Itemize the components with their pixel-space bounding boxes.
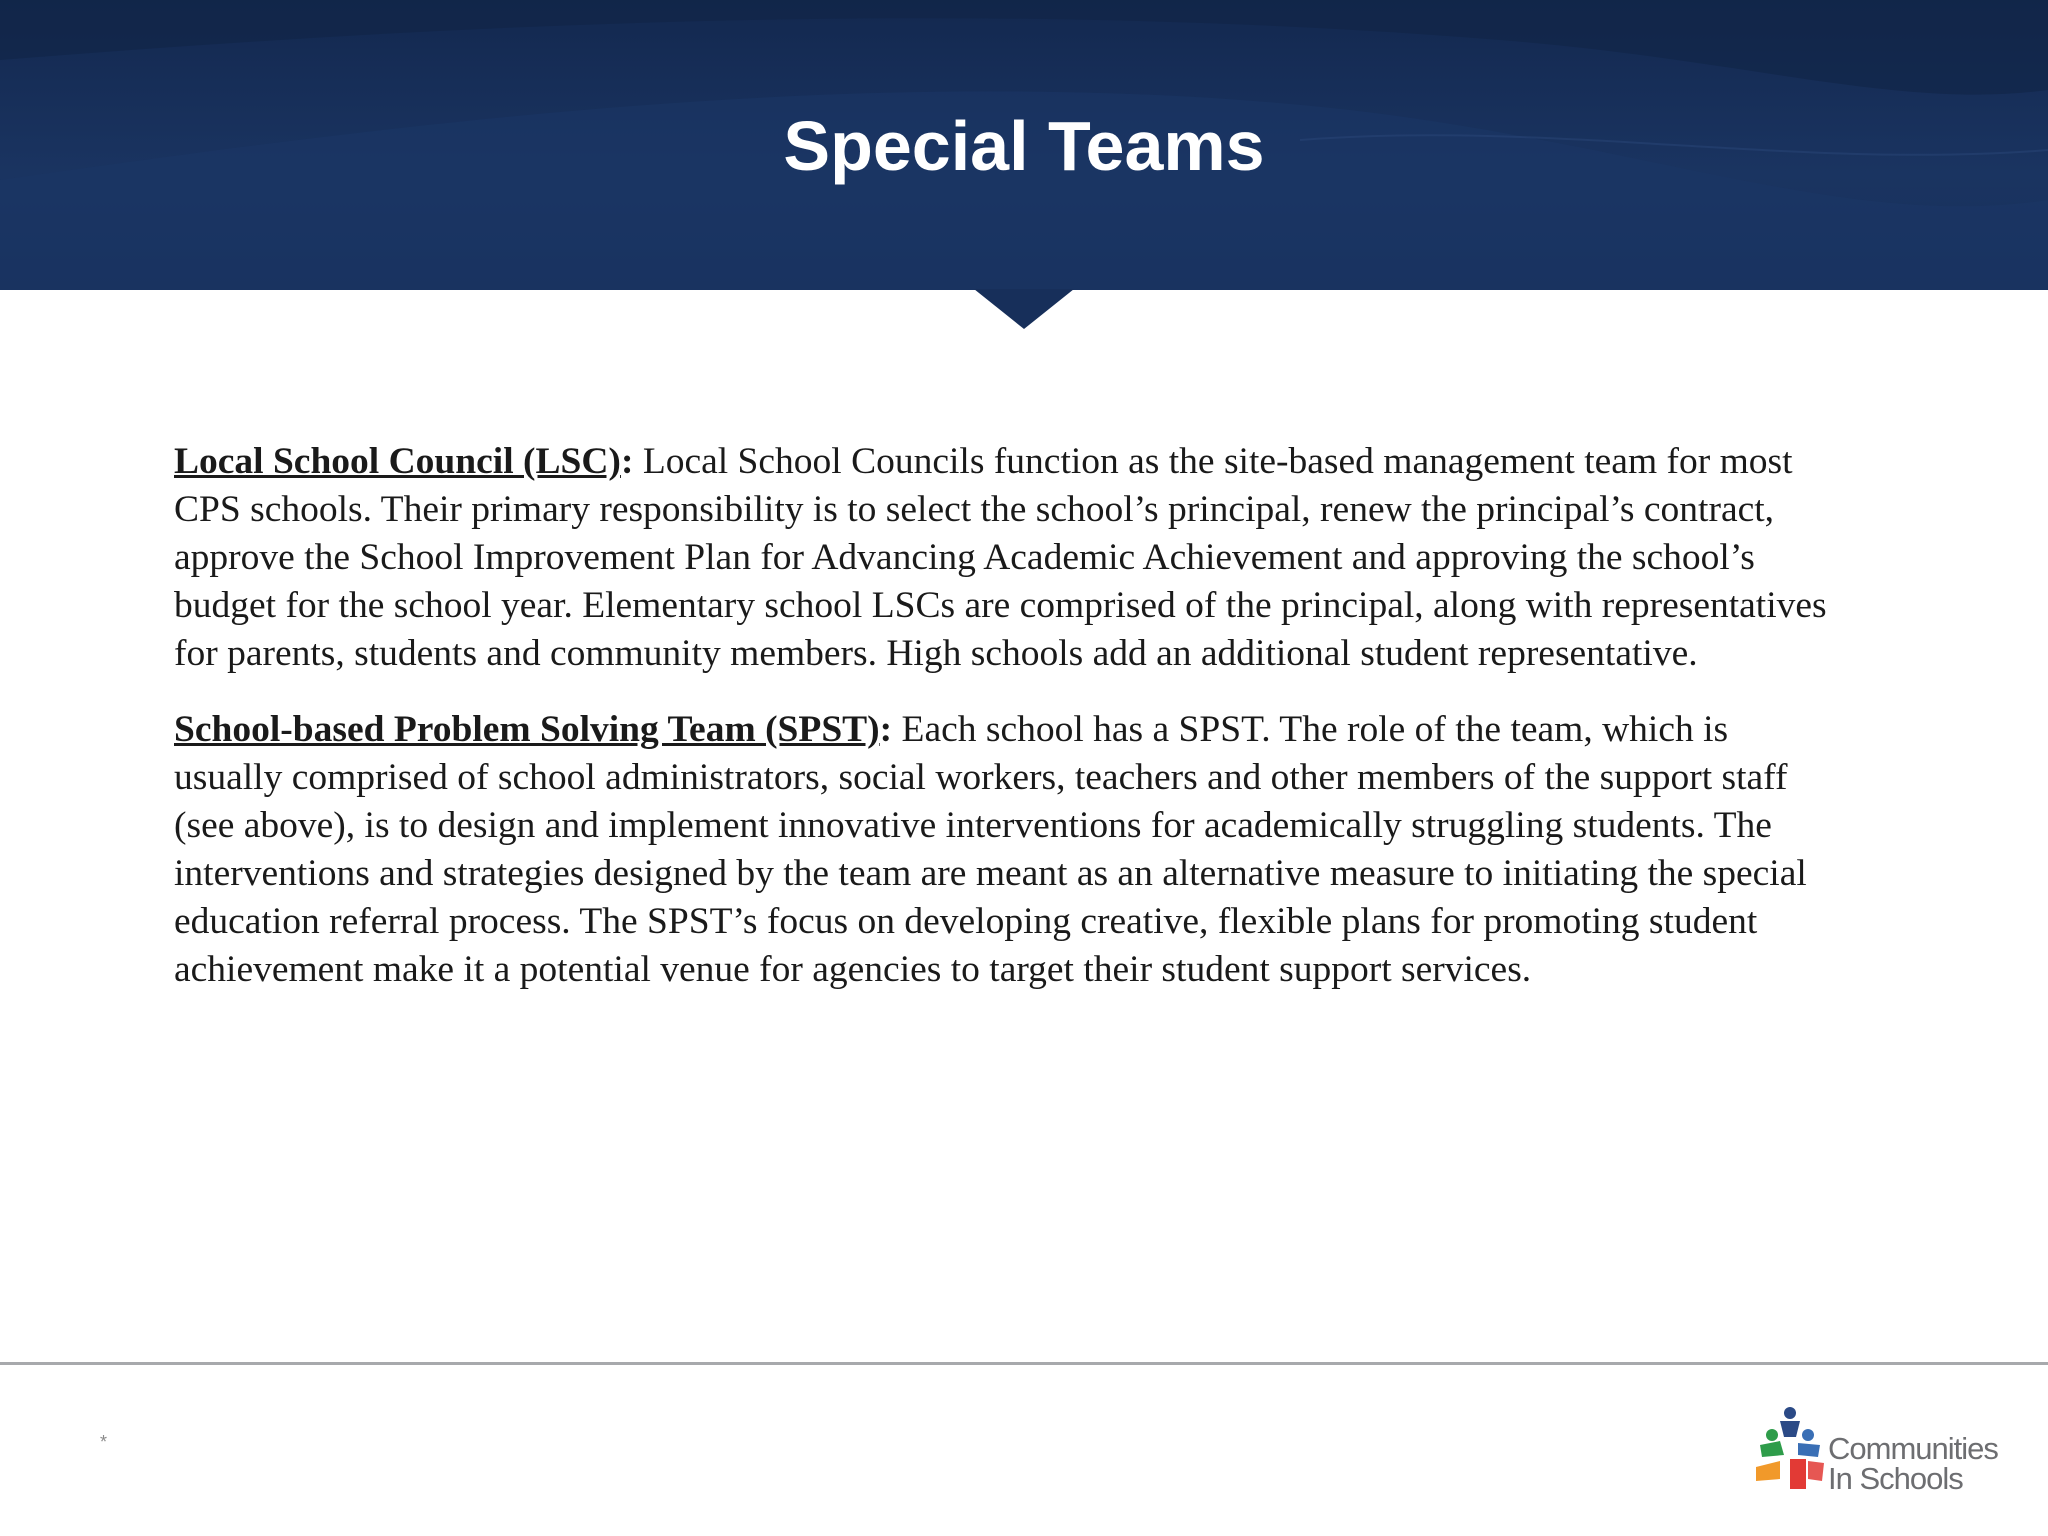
slide-title: Special Teams: [783, 107, 1265, 185]
logo-text-line2: In Schools: [1828, 1461, 1963, 1496]
footer-divider: [0, 1362, 2048, 1365]
section-colon: :: [879, 709, 893, 750]
section-colon: :: [620, 441, 634, 482]
section-text: Local School Councils function as the site-based management team for most CPS schools. Their primary responsibility is to select the school’s principal, renew the principal’s contract, approve the School Improvement Plan for Advancing Academic Achievement and approving the school’s budget for the school year. Elementary school LSCs are comprised of the principal, along with representatives for parents, students and community members. High schools add an additional student representative.: [174, 441, 1827, 674]
communities-in-schools-logo: [1750, 1405, 2010, 1495]
section-term: School-based Problem Solving Team (SPST): [174, 709, 880, 750]
page-marker: *: [100, 1432, 108, 1452]
logo-text-line1: Communities: [1828, 1431, 1998, 1466]
section-term: Local School Council (LSC): [174, 441, 621, 482]
communities-in-schools-logo-icon: [1750, 1405, 1830, 1495]
section-lsc: [174, 438, 1834, 678]
body-text: [174, 438, 1834, 1022]
header-band: [0, 0, 2048, 290]
section-text: Each school has a SPST. The role of the team, which is usually comprised of school administrators, social workers, teachers and other members of the support staff (see above), is to design and implement innovative interventions for academically struggling students. The interventions and strategies designed by the team are meant as an alternative measure to initiating the special education referral process. The SPST’s focus on developing creative, flexible plans for promoting student achievement make it a potential venue for agencies to target their student support services.: [174, 709, 1807, 990]
header-notch: [974, 289, 1074, 329]
section-spst: [174, 706, 1834, 994]
